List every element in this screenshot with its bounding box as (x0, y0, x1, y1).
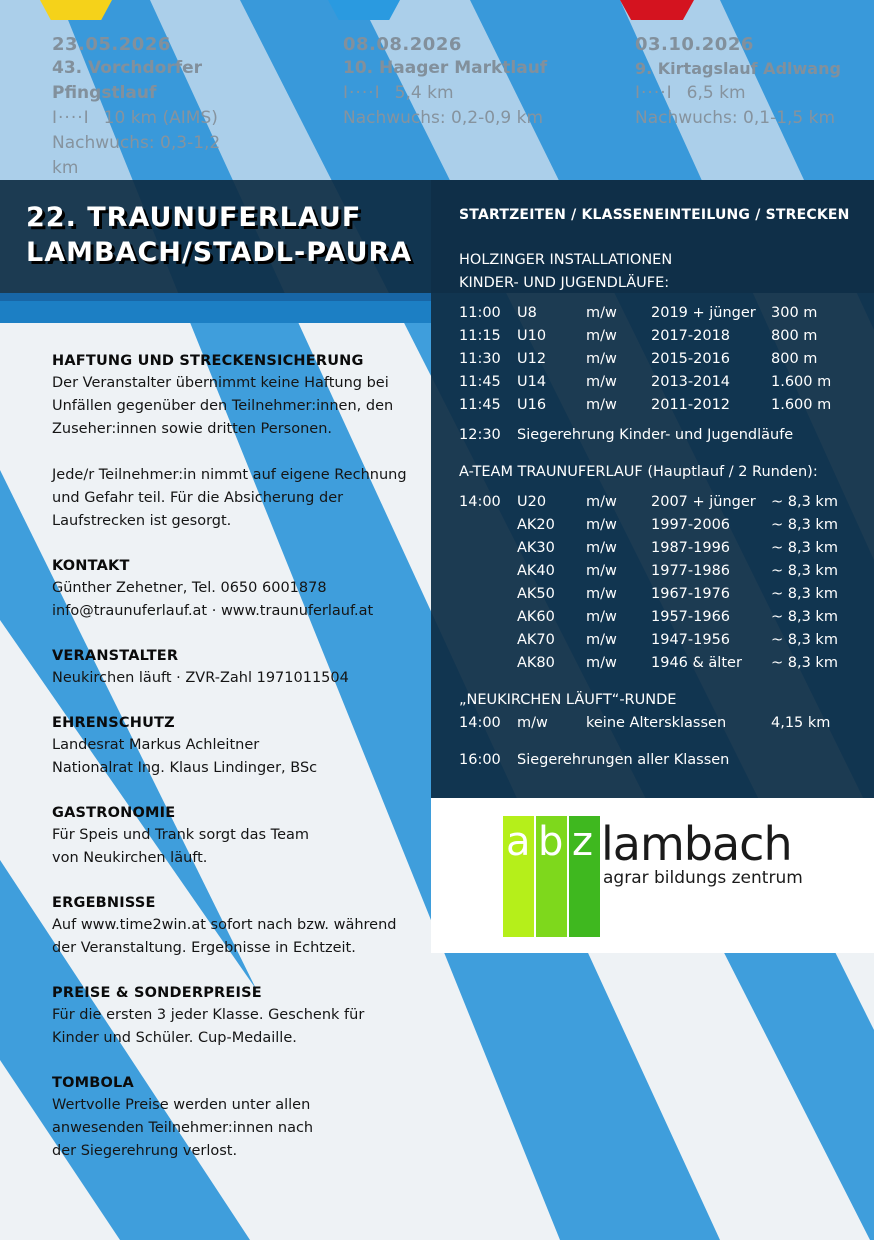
cell-mw: m/w (586, 632, 617, 648)
cell-year: 2011-2012 (651, 397, 731, 413)
cell-mw: m/w (586, 494, 617, 510)
page-title (26, 200, 412, 270)
schedule-row (459, 491, 859, 514)
schedule-row (459, 302, 859, 325)
cell-year: 1997-2006 (651, 517, 731, 533)
event-date: 03.10.2026 (635, 34, 754, 55)
schedule-row (459, 583, 859, 606)
cell-cls: U10 (517, 328, 547, 344)
title-line-2: LAMBACH/STADL-PAURA (26, 237, 413, 268)
event-date: 08.08.2026 (343, 34, 462, 55)
ruler-icon: I····I (52, 108, 90, 128)
cell-dist: ~ 8,3 km (771, 632, 838, 648)
ruler-icon: I····I (635, 83, 673, 103)
event-kids: Nachwuchs: 0,2-0,9 km (343, 108, 544, 128)
info-preise (52, 982, 412, 1050)
cell-dist: ~ 8,3 km (771, 563, 838, 579)
info-tombola (52, 1072, 412, 1163)
schedule-row (459, 560, 859, 583)
cell-cls: AK80 (517, 655, 555, 671)
cell-cls: U16 (517, 397, 547, 413)
cell-time: 11:00 (459, 305, 501, 321)
info-heading: TOMBOLA (52, 1075, 134, 1091)
schedule (459, 204, 859, 772)
cell-cls: AK70 (517, 632, 555, 648)
info-text: Wertvolle Preise werden unter allen anwesenden Teilnehmer:innen nach der Siegerehrung verlost. (52, 1097, 314, 1159)
cell-dist: ~ 8,3 km (771, 494, 838, 510)
cell-cls: AK50 (517, 586, 555, 602)
schedule-row (459, 514, 859, 537)
info-text: Der Veranstalter übernimmt keine Haftung bei Unfällen gegenüber den Teilnehmer:innen, den Zuseher:innen sowie dritten Personen. (52, 375, 394, 437)
info-veranstalter (52, 645, 412, 690)
event-haag (343, 34, 613, 131)
yellow-tab (40, 0, 112, 20)
schedule-row (459, 629, 859, 652)
final-ceremony-row: 16:00 Siegerehrungen aller Klassen (459, 752, 730, 768)
cell-cls: AK40 (517, 563, 555, 579)
cell-mw: m/w (586, 586, 617, 602)
logo-letter-b: b (538, 819, 564, 865)
cell-year: 2015-2016 (651, 351, 731, 367)
info-text: Landesrat Markus Achleitner Nationalrat Ing. Klaus Lindinger, BSc (52, 737, 318, 776)
cell-year: 1967-1976 (651, 586, 731, 602)
info-text: Neukirchen läuft · ZVR-Zahl 1971011504 (52, 670, 349, 686)
title-line-1: 22. TRAUNUFERLAUF (26, 202, 362, 233)
logo-letter-a: a (506, 819, 531, 865)
red-tab (620, 0, 694, 20)
cell-mw: m/w (586, 374, 617, 390)
logo-letter-z: z (572, 819, 593, 865)
cell-cls: U14 (517, 374, 547, 390)
event-kids: Nachwuchs: 0,1-1,5 km (635, 108, 836, 128)
contact-links[interactable]: info@traunuferlauf.at · www.traunuferlauf.at (52, 603, 374, 619)
blue-tab (328, 0, 400, 20)
ateam-table (459, 491, 859, 675)
cell-year: 1957-1966 (651, 609, 731, 625)
schedule-row (459, 394, 859, 417)
info-haftung (52, 350, 412, 533)
cell-year: 1987-1996 (651, 540, 731, 556)
info-text: Jede/r Teilnehmer:in nimmt auf eigene Rechnung und Gefahr teil. Für die Absicherung der Laufstrecken ist gesorgt. (52, 467, 407, 529)
schedule-row (459, 348, 859, 371)
neukirchen-title: „NEUKIRCHEN LÄUFT“-RUNDE (459, 692, 677, 708)
info-heading: GASTRONOMIE (52, 805, 176, 821)
cell-dist: ~ 8,3 km (771, 655, 838, 671)
cell-cls: U12 (517, 351, 547, 367)
info-heading: EHRENSCHUTZ (52, 715, 175, 731)
logo-word: lambach (601, 817, 792, 871)
neukirchen-row: 14:00 m/w keine Altersklassen 4,15 km (459, 715, 831, 731)
cell-mw: m/w (586, 563, 617, 579)
info-kontakt (52, 555, 412, 623)
cell-time: 11:45 (459, 374, 501, 390)
kids-ceremony-row: 12:30 Siegerehrung Kinder- und Jugendläufe (459, 427, 794, 443)
cell-dist: 300 m (771, 305, 818, 321)
kids-title: HOLZINGER INSTALLATIONEN KINDER- UND JUGENDLÄUFE: (459, 252, 673, 291)
info-text: Für die ersten 3 jeder Klasse. Geschenk für Kinder und Schüler. Cup-Medaille. (52, 1007, 365, 1046)
info-heading: HAFTUNG UND STRECKENSICHERUNG (52, 353, 364, 369)
event-name: 10. Haager Marktlauf (343, 58, 548, 78)
cell-time: 11:15 (459, 328, 501, 344)
cell-mw: m/w (586, 540, 617, 556)
event-adlwang (635, 34, 870, 131)
cell-dist: ~ 8,3 km (771, 586, 838, 602)
info-text: Auf www.time2win.at sofort nach bzw. während der Veranstaltung. Ergebnisse in Echtzeit. (52, 917, 397, 956)
ruler-icon: I····I (343, 83, 381, 103)
event-vorchdorf (52, 34, 252, 181)
cell-cls: U20 (517, 494, 547, 510)
cell-dist: 1.600 m (771, 397, 832, 413)
cell-year: 1977-1986 (651, 563, 731, 579)
cell-time: 11:45 (459, 397, 501, 413)
info-gastronomie (52, 802, 412, 870)
cell-year: 2007 + jünger (651, 494, 756, 510)
cell-year: 2019 + jünger (651, 305, 756, 321)
schedule-row (459, 325, 859, 348)
cell-cls: AK60 (517, 609, 555, 625)
cell-cls: AK30 (517, 540, 555, 556)
event-name: 43. Vorchdorfer Pfingstlauf (52, 58, 203, 103)
cell-dist: 1.600 m (771, 374, 832, 390)
schedule-row (459, 652, 859, 675)
info-text: Für Speis und Trank sorgt das Team von Neukirchen läuft. (52, 827, 309, 866)
cell-time: 14:00 (459, 494, 501, 510)
cell-dist: 800 m (771, 351, 818, 367)
schedule-heading: STARTZEITEN / KLASSENEINTEILUNG / STRECKEN (459, 207, 850, 223)
event-kids: Nachwuchs: 0,3-1,2 km (52, 133, 221, 178)
cell-mw: m/w (586, 517, 617, 533)
cell-mw: m/w (586, 609, 617, 625)
cell-dist: ~ 8,3 km (771, 609, 838, 625)
cell-year: 2017-2018 (651, 328, 731, 344)
info-heading: VERANSTALTER (52, 648, 179, 664)
info-heading: ERGEBNISSE (52, 895, 156, 911)
cell-mw: m/w (586, 397, 617, 413)
info-text: Günther Zehetner, Tel. 0650 6001878 info@traunuferlauf.at · www.traunuferlauf.at (52, 580, 374, 619)
cell-time: 11:30 (459, 351, 501, 367)
cell-dist: ~ 8,3 km (771, 517, 838, 533)
info-heading: KONTAKT (52, 558, 130, 574)
event-distance: I····I 5,4 km (343, 83, 454, 103)
event-name: 9. Kirtagslauf Adlwang (635, 59, 841, 78)
cell-dist: ~ 8,3 km (771, 540, 838, 556)
cell-mw: m/w (586, 655, 617, 671)
cell-mw: m/w (586, 351, 617, 367)
logo-subtitle: agrar bildungs zentrum (603, 868, 803, 888)
event-date: 23.05.2026 (52, 34, 171, 55)
cell-dist: 800 m (771, 328, 818, 344)
cell-year: 2013-2014 (651, 374, 731, 390)
event-distance: I····I 10 km (AIMS) (52, 108, 218, 128)
ateam-title: A-TEAM TRAUNUFERLAUF (Hauptlauf / 2 Runden): (459, 464, 818, 480)
kids-table (459, 302, 859, 417)
cell-mw: m/w (586, 328, 617, 344)
info-ehrenschutz (52, 712, 412, 780)
info-heading: PREISE & SONDERPREISE (52, 985, 262, 1001)
cell-cls: U8 (517, 305, 537, 321)
schedule-row (459, 371, 859, 394)
info-ergebnisse (52, 892, 412, 960)
event-distance: I····I 6,5 km (635, 83, 746, 103)
cell-year: 1947-1956 (651, 632, 731, 648)
cell-year: 1946 & älter (651, 655, 742, 671)
title-underbar-dark (0, 293, 431, 301)
schedule-row (459, 537, 859, 560)
abz-lambach-logo (431, 798, 874, 953)
info-column (52, 350, 412, 1185)
cell-cls: AK20 (517, 517, 555, 533)
cell-mw: m/w (586, 305, 617, 321)
schedule-row (459, 606, 859, 629)
